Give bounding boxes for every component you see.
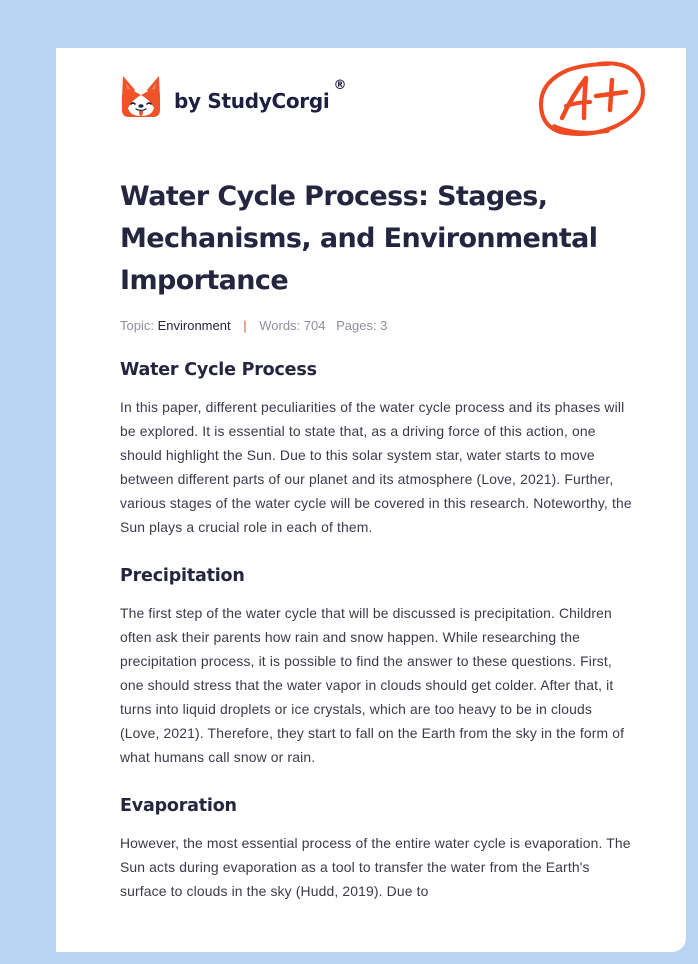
- topic-link[interactable]: Environment: [157, 318, 231, 333]
- section-paragraph: The first step of the water cycle that will be discussed is precipitation. Children often ask their parents how rain and snow happen. While researching the precipitation process, it is possible to find the answer to these questions. First, one should stress that the water vapor in clouds should get colder. After that, it turns into liquid droplets or ice crystals, which are too heavy to be in clouds (Love, 2021). Therefore, they start to fall on the Earth from the sky in the form of what humans call snow or rain.: [120, 605, 625, 765]
- header: [56, 48, 686, 148]
- section-heading: Water Cycle Process: [120, 360, 317, 380]
- section-paragraph: In this paper, different peculiarities of the water cycle process and its phases will be explored. It is essential to state that, as a driving force of this action, one should highlight the Sun. Due to this solar system star, water starts to move between different parts of our planet and its atmosphere (Love, 2021). Further, various stages of the water cycle will be covered in this research. Noteworthy, the Sun plays a crucial role in each of them.: [120, 399, 632, 535]
- registered-mark: ®: [333, 77, 347, 93]
- meta-separator: |: [243, 318, 247, 333]
- page-title: Water Cycle Process: Stages, Mechanisms, and Environmental Importance: [120, 181, 598, 296]
- section-heading: Precipitation: [120, 566, 245, 586]
- document-content: [120, 176, 632, 903]
- section-water-cycle-process: [120, 358, 632, 539]
- brand-name: by StudyCorgi: [174, 89, 330, 113]
- page-count: Pages: 3: [336, 318, 388, 333]
- section-precipitation: [120, 564, 632, 769]
- document-card: [56, 48, 686, 952]
- studycorgi-logo[interactable]: [120, 74, 346, 120]
- document-meta: [120, 318, 632, 333]
- grade-a-plus-icon: [538, 58, 648, 140]
- section-paragraph: However, the most essential process of the entire water cycle is evaporation. The Sun acts during evaporation as a tool to transfer the water from the Earth's surface to clouds in the sky (Hudd, 2019). Due to: [120, 835, 631, 899]
- word-count: Words: 704: [259, 318, 326, 333]
- topic-label: Topic:: [120, 318, 154, 333]
- section-heading: Evaporation: [120, 796, 237, 816]
- corgi-head-icon: [120, 74, 162, 120]
- section-evaporation: [120, 794, 632, 903]
